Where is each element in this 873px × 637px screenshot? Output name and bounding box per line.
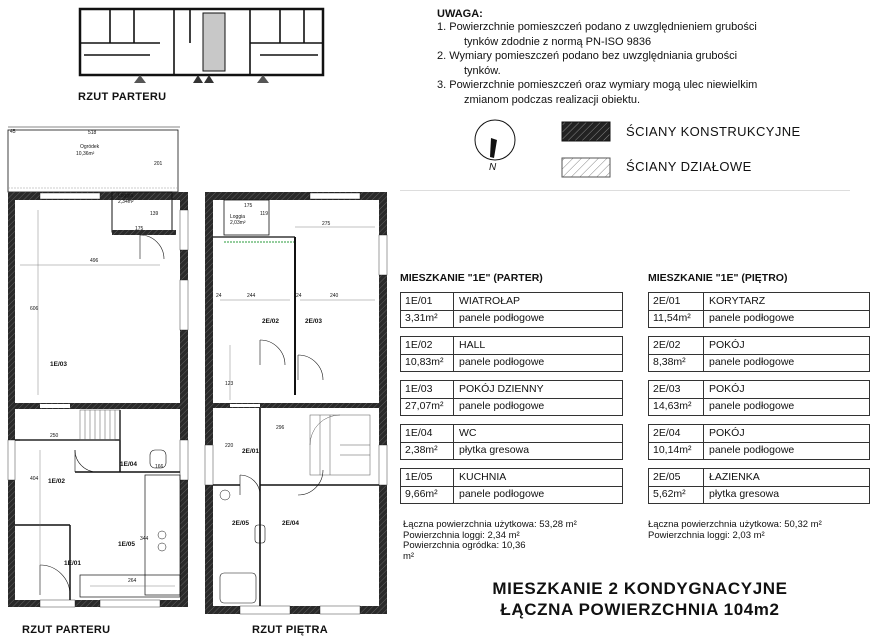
cell-code: 2E/05: [653, 471, 681, 483]
svg-text:496: 496: [90, 258, 99, 264]
structural-wall-swatch: [560, 120, 620, 180]
legend-partition: ŚCIANY DZIAŁOWE: [626, 159, 752, 174]
cell-floor: panele podłogowe: [459, 400, 545, 412]
upper-floor-title: RZUT PIĘTRA: [252, 624, 329, 636]
table-pietro-title: MIESZKANIE "1E" (PIĘTRO): [648, 272, 788, 284]
svg-text:518: 518: [88, 130, 97, 136]
cell-code: 1E/04: [405, 427, 433, 439]
table-parter-title: MIESZKANIE "1E" (PARTER): [400, 272, 543, 284]
cell-name: WIATROŁAP: [459, 295, 521, 307]
note-2: 2. Wymiary pomieszczeń podano bez uwzględniania grubości tynków.: [437, 50, 738, 77]
svg-text:175: 175: [135, 226, 144, 232]
room-row: [400, 292, 623, 328]
cell-code: 2E/04: [653, 427, 681, 439]
room-row: [400, 336, 623, 372]
upper-floor-plan: [200, 185, 395, 637]
parter-summary: Łączna powierzchnia użytkowa: 53,28 m² Powierzchnia loggi: 2,34 m² Powierzchnia ogródka: 10,36 m²: [403, 519, 577, 562]
loggia-label-upper: Loggia: [230, 214, 246, 220]
cell-name: POKÓJ: [709, 383, 745, 395]
svg-text:166: 166: [155, 464, 164, 470]
room-row: [648, 380, 870, 416]
room-2E-03: 2E/03: [305, 318, 322, 325]
cell-area: 5,62m²: [653, 488, 686, 500]
cell-floor: panele podłogowe: [709, 312, 795, 324]
cell-floor: panele podłogowe: [709, 444, 795, 456]
cell-area: 14,63m²: [653, 400, 692, 412]
divider: [400, 190, 850, 191]
svg-text:404: 404: [30, 476, 39, 482]
cell-floor: płytka gresowa: [459, 444, 530, 456]
room-1E-05: 1E/05: [118, 541, 135, 548]
cell-floor: panele podłogowe: [459, 356, 545, 368]
footer-line2: ŁĄCZNA POWIERZCHNIA 104m2: [500, 600, 780, 619]
room-2E-02: 2E/02: [262, 318, 279, 325]
pietro-summary: Łączna powierzchnia użytkowa: 50,32 m² Powierzchnia loggi: 2,03 m²: [648, 519, 822, 541]
room-2E-04: 2E/04: [282, 520, 299, 527]
svg-text:45: 45: [10, 129, 16, 135]
room-1E-02: 1E/02: [48, 478, 65, 485]
cell-name: POKÓJ: [709, 339, 745, 351]
legend: [560, 120, 850, 185]
cell-name: WC: [459, 427, 477, 439]
svg-text:296: 296: [276, 425, 285, 431]
key-plan: [70, 5, 330, 103]
svg-text:240: 240: [330, 293, 339, 299]
svg-text:264: 264: [128, 578, 137, 584]
garden-area: 10,36m²: [76, 151, 95, 157]
cell-code: 1E/03: [405, 383, 433, 395]
footer-line1: MIESZKANIE 2 KONDYGNACYJNE: [492, 579, 788, 598]
note-1: 1. Powierzchnie pomieszczeń podano z uwzględnieniem grubości tynków zdodnie z normą PN-ISO 9836: [437, 21, 757, 48]
cell-floor: panele podłogowe: [709, 400, 795, 412]
cell-code: 1E/02: [405, 339, 433, 351]
svg-text:275: 275: [322, 221, 331, 227]
north-label: N: [489, 162, 497, 173]
svg-text:123: 123: [225, 381, 234, 387]
table-parter: [400, 272, 625, 562]
cell-name: KUCHNIA: [459, 471, 507, 483]
cell-name: ŁAZIENKA: [709, 471, 760, 483]
cell-area: 8,38m²: [653, 356, 686, 368]
cell-code: 1E/05: [405, 471, 433, 483]
cell-area: 27,07m²: [405, 400, 444, 412]
notes: [437, 8, 857, 107]
cell-code: 2E/02: [653, 339, 681, 351]
room-row: [648, 424, 870, 460]
cell-floor: panele podłogowe: [459, 312, 545, 324]
svg-text:344: 344: [140, 536, 149, 542]
cell-name: KORYTARZ: [709, 295, 766, 307]
notes-title: UWAGA:: [437, 8, 483, 20]
note-3: 3. Powierzchnie pomieszczeń oraz wymiary mogą ulec niewielkim zmianom podczas realizacji obiektu.: [437, 79, 758, 106]
cell-area: 3,31m²: [405, 312, 438, 324]
cell-floor: panele podłogowe: [459, 488, 545, 500]
footer-summary: [415, 578, 865, 620]
cell-code: 2E/01: [653, 295, 681, 307]
table-pietro: [648, 272, 868, 562]
ground-floor-plan: [0, 110, 200, 637]
legend-structural: ŚCIANY KONSTRUKCYJNE: [626, 124, 801, 139]
room-row: [648, 336, 870, 372]
svg-text:24: 24: [296, 293, 302, 299]
room-1E-01: 1E/01: [64, 560, 81, 567]
svg-text:175: 175: [244, 203, 253, 209]
room-row: [648, 468, 870, 504]
cell-area: 10,83m²: [405, 356, 444, 368]
key-plan-title: RZUT PARTERU: [78, 91, 167, 103]
garden-label: Ogródek: [80, 144, 100, 150]
svg-text:250: 250: [50, 433, 59, 439]
svg-text:24: 24: [216, 293, 222, 299]
cell-area: 2,38m²: [405, 444, 438, 456]
room-row: [400, 380, 623, 416]
room-row: [400, 468, 623, 504]
room-1E-03: 1E/03: [50, 361, 67, 368]
cell-floor: panele podłogowe: [709, 356, 795, 368]
cell-code: 1E/01: [405, 295, 433, 307]
svg-text:119: 119: [260, 211, 268, 217]
north-arrow-icon: [470, 118, 520, 178]
room-row: [400, 424, 623, 460]
svg-text:606: 606: [30, 306, 39, 312]
ground-floor-title: RZUT PARTERU: [22, 624, 111, 636]
room-row: [648, 292, 870, 328]
cell-area: 11,54m²: [653, 312, 691, 324]
loggia-area-upper: 2,03m²: [230, 220, 246, 226]
svg-text:201: 201: [154, 161, 163, 167]
cell-code: 2E/03: [653, 383, 681, 395]
room-2E-01: 2E/01: [242, 448, 259, 455]
cell-area: 9,66m²: [405, 488, 438, 500]
cell-name: POKÓJ: [709, 427, 745, 439]
loggia-label-ground: Loggia: [118, 193, 134, 199]
cell-area: 10,14m²: [653, 444, 692, 456]
svg-text:220: 220: [225, 443, 234, 449]
room-1E-04: 1E/04: [120, 461, 137, 468]
cell-name: HALL: [459, 339, 486, 351]
svg-text:244: 244: [247, 293, 256, 299]
svg-text:139: 139: [150, 211, 159, 217]
cell-name: POKÓJ DZIENNY: [459, 383, 544, 395]
room-2E-05: 2E/05: [232, 520, 249, 527]
cell-floor: płytka gresowa: [709, 488, 780, 500]
loggia-area-ground: 2,34m²: [118, 199, 134, 205]
